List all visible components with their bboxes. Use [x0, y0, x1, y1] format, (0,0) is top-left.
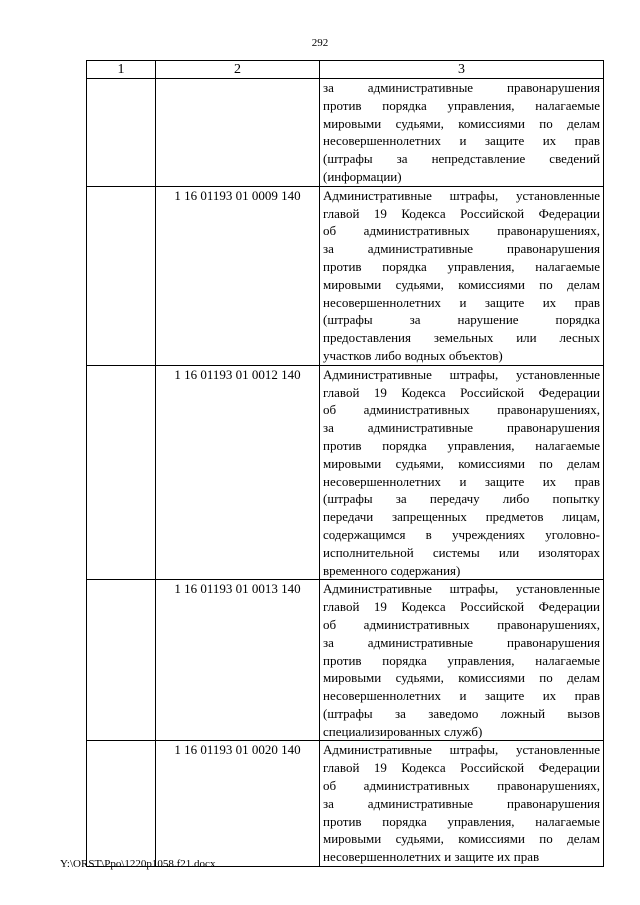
description-line: об административных правонарушениях, — [323, 778, 600, 794]
description-line: против порядка управления, налагаемые — [323, 437, 600, 453]
description-line: об административных правонарушениях, — [323, 402, 600, 418]
row-cell-empty — [87, 79, 156, 187]
description-line: против порядка управления, налагаемые — [323, 258, 600, 274]
budget-code-cell — [156, 79, 320, 187]
description-line: за административные правонарушения — [323, 420, 600, 436]
description-line: участков либо водных объектов) — [323, 347, 503, 363]
description-line: за административные правонарушения — [323, 80, 600, 95]
table-header-row — [87, 61, 604, 79]
description-line: Административные штрафы, установленные — [323, 366, 600, 382]
footer-file-path: Y:\ORST\Ppo\1220p1058.f21.docx — [60, 858, 216, 870]
description-line: (штрафы за заведомо ложный вызов — [323, 705, 600, 721]
description-line: мировыми судьями, комиссиями по делам — [323, 831, 600, 847]
row-cell-empty — [87, 741, 156, 867]
description-cell — [320, 365, 604, 580]
table-row — [87, 365, 604, 580]
description-line: мировыми судьями, комиссиями по делам — [323, 115, 600, 131]
description-line: несовершеннолетних и защите их прав — [323, 849, 540, 865]
description-line: мировыми судьями, комиссиями по делам — [323, 670, 600, 686]
description-line: за административные правонарушения — [323, 795, 600, 811]
description-line: (штрафы за передачу либо попытку — [323, 491, 600, 507]
page-number: 292 — [311, 37, 329, 49]
table-row — [87, 186, 604, 365]
description-cell — [320, 580, 604, 741]
description-line: главой 19 Кодекса Российской Федерации — [323, 760, 600, 776]
description-line: исполнительной системы или изоляторах — [323, 544, 600, 560]
budget-code-cell: 1 16 01193 01 0009 140 — [156, 186, 320, 365]
description-cell — [320, 186, 604, 365]
description-line: об административных правонарушениях, — [323, 616, 600, 632]
description-line: временного содержания) — [323, 562, 461, 578]
column-header-1: 1 — [87, 61, 156, 79]
description-line: главой 19 Кодекса Российской Федерации — [323, 599, 600, 615]
description-line: за административные правонарушения — [323, 634, 600, 650]
table-row — [87, 580, 604, 741]
description-line: Административные штрафы, установленные — [323, 187, 600, 203]
description-line: Административные штрафы, установленные — [323, 742, 600, 758]
table-body — [87, 79, 604, 867]
table-row — [87, 79, 604, 187]
description-line: против порядка управления, налагаемые — [323, 813, 600, 829]
description-line: Административные штрафы, установленные — [323, 581, 600, 597]
budget-code-cell: 1 16 01193 01 0013 140 — [156, 580, 320, 741]
description-line: мировыми судьями, комиссиями по делам — [323, 455, 600, 471]
description-cell — [320, 741, 604, 867]
column-header-3: 3 — [320, 61, 604, 79]
description-line: несовершеннолетних и защите их прав — [323, 294, 600, 310]
budget-codes-table — [86, 60, 604, 867]
description-line: несовершеннолетних и защите их прав — [323, 133, 600, 149]
description-line: специализированных служб) — [323, 723, 483, 739]
description-line: главой 19 Кодекса Российской Федерации — [323, 205, 600, 221]
description-line: предоставления земельных или лесных — [323, 330, 600, 346]
description-cell — [320, 79, 604, 187]
description-line: (штрафы за нарушение порядка — [323, 312, 600, 328]
description-line: несовершеннолетних и защите их прав — [323, 688, 600, 704]
row-cell-empty — [87, 580, 156, 741]
table-row — [87, 741, 604, 867]
budget-code-cell: 1 16 01193 01 0012 140 — [156, 365, 320, 580]
budget-code-cell: 1 16 01193 01 0020 140 — [156, 741, 320, 867]
description-line: против порядка управления, налагаемые — [323, 97, 600, 113]
description-line: мировыми судьями, комиссиями по делам — [323, 276, 600, 292]
description-line: главой 19 Кодекса Российской Федерации — [323, 384, 600, 400]
description-line: передачи запрещенных предметов лицам, — [323, 509, 600, 525]
description-line: (информации) — [323, 168, 402, 184]
description-line: несовершеннолетних и защите их прав — [323, 473, 600, 489]
description-line: за административные правонарушения — [323, 241, 600, 257]
description-line: против порядка управления, налагаемые — [323, 652, 600, 668]
row-cell-empty — [87, 365, 156, 580]
column-header-2: 2 — [156, 61, 320, 79]
description-line: содержащимся в учреждениях уголовно- — [323, 526, 600, 542]
description-line: об административных правонарушениях, — [323, 223, 600, 239]
row-cell-empty — [87, 186, 156, 365]
description-line: (штрафы за непредставление сведений — [323, 151, 600, 167]
